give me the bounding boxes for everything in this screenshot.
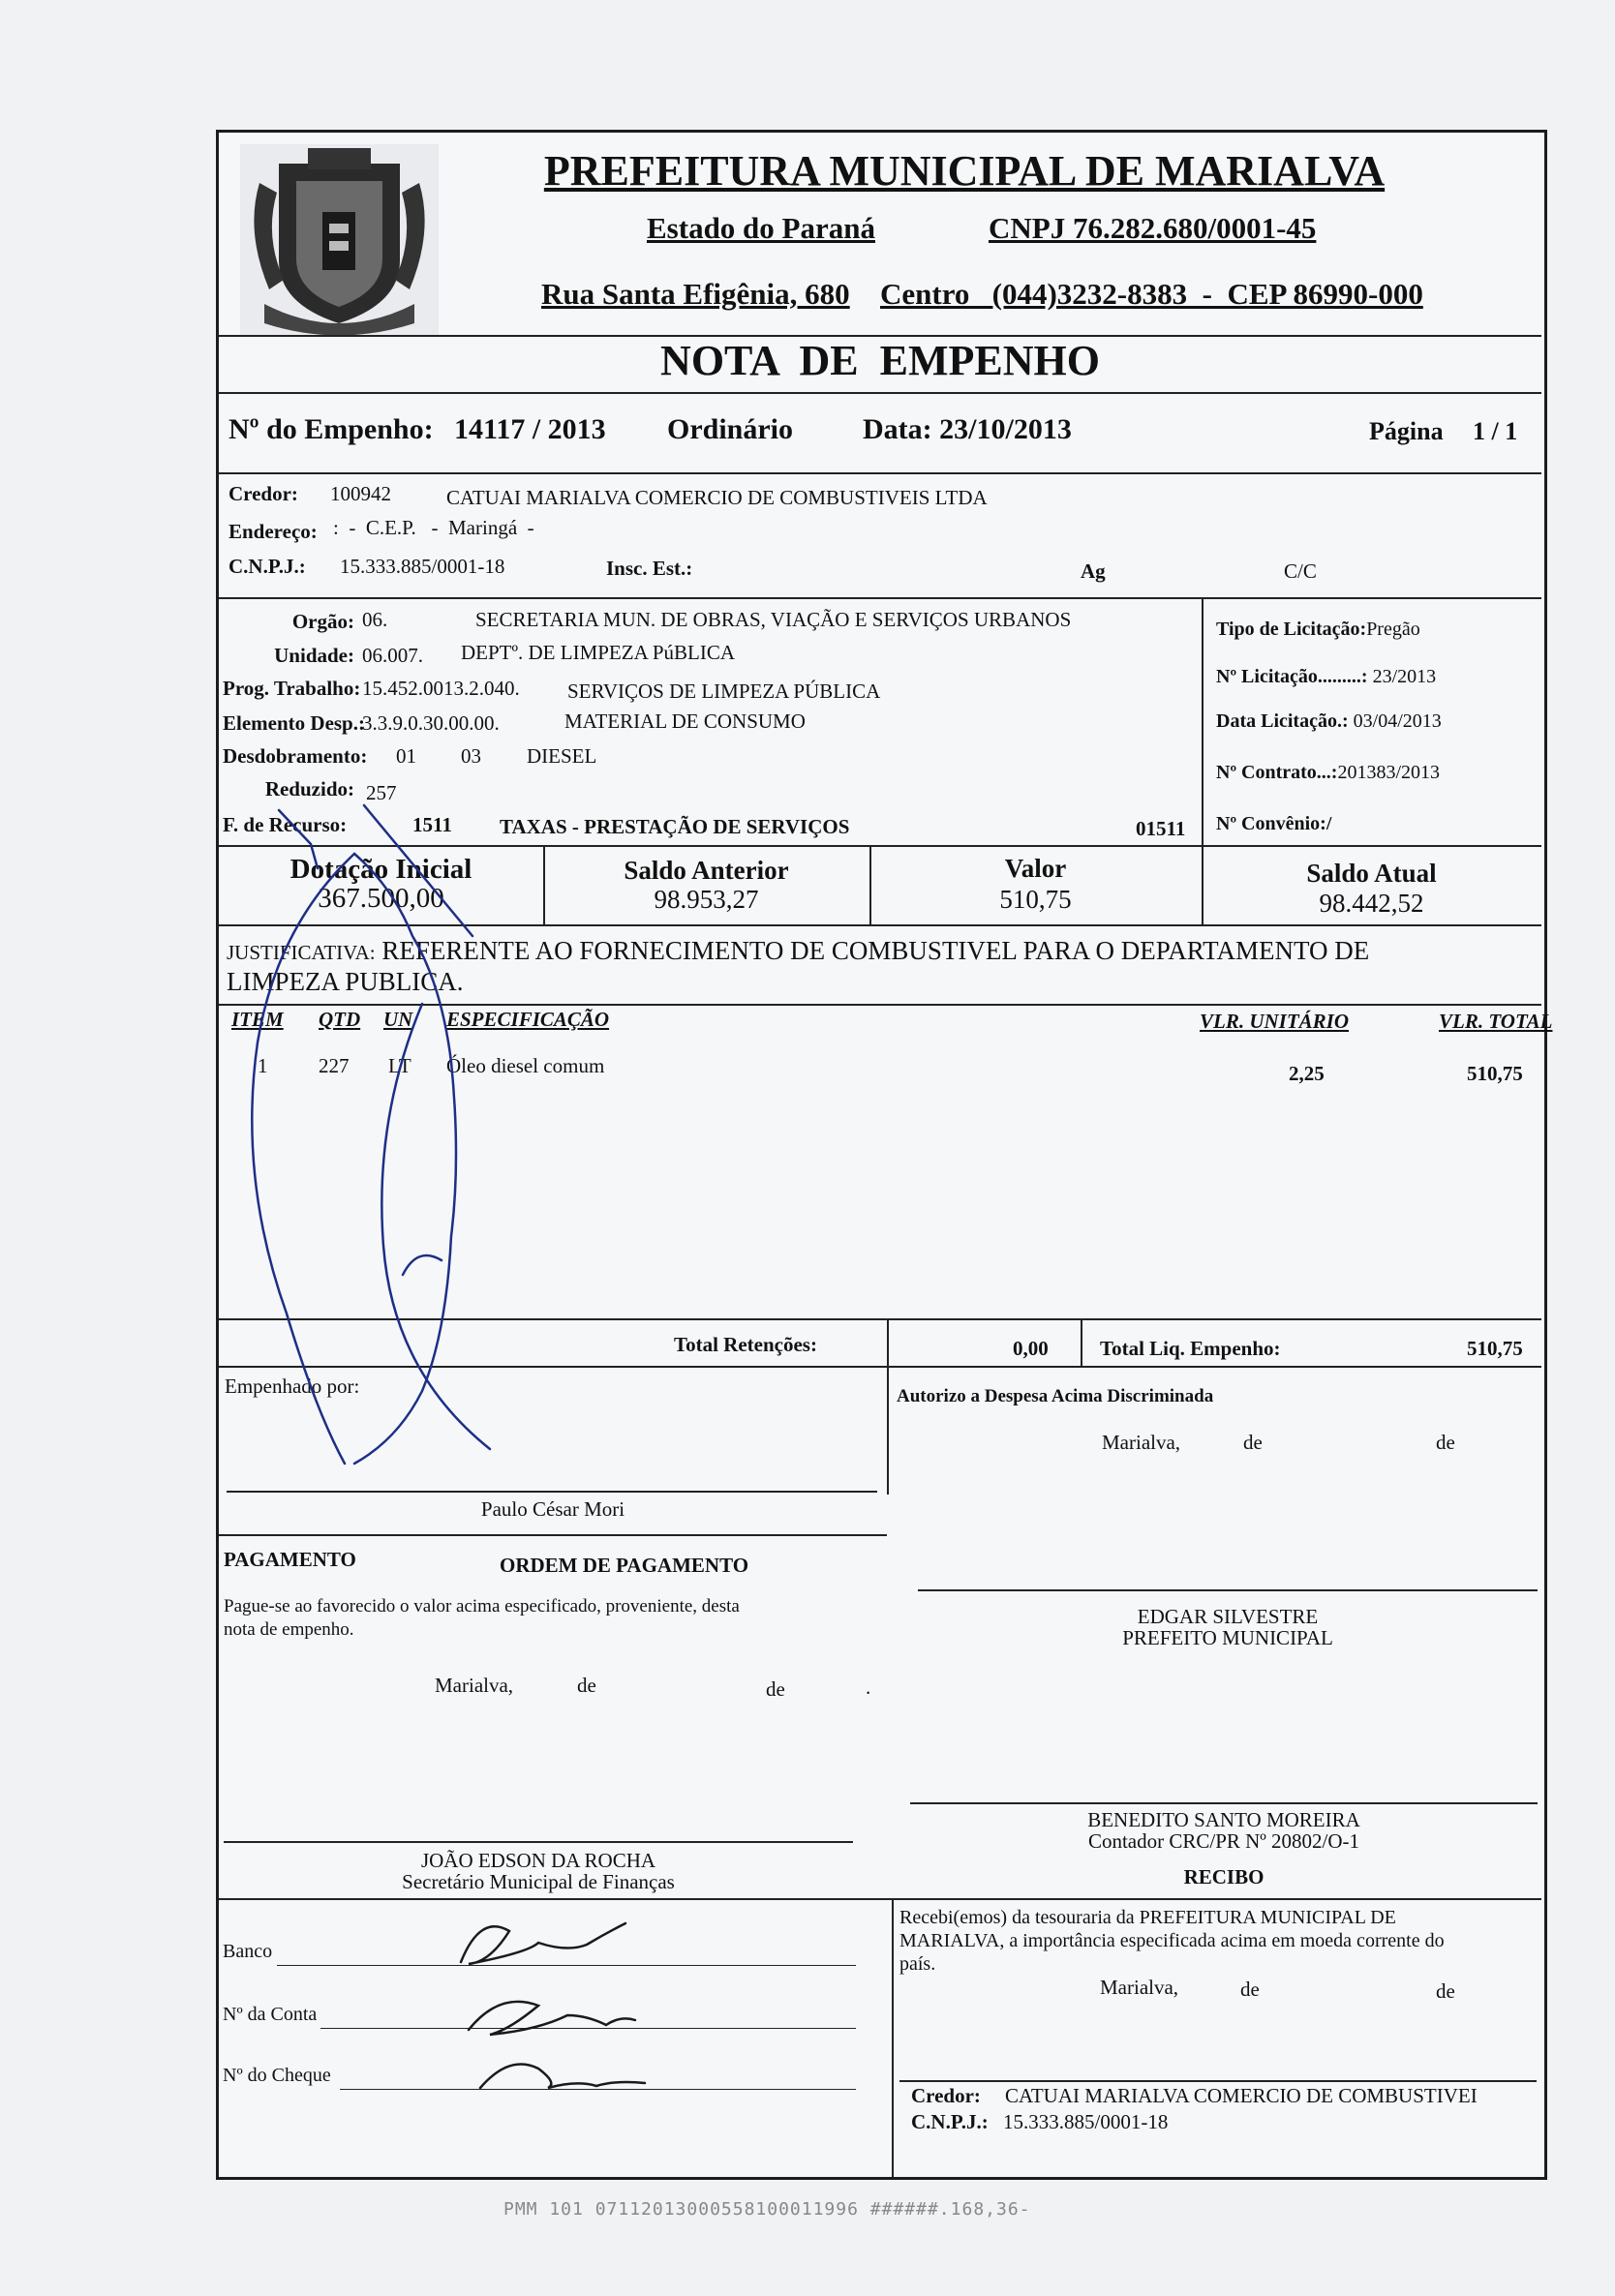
cnpj-label: C.N.P.J.: [229, 555, 306, 578]
unidade-code: 06.007. [362, 644, 423, 667]
credor-label: Credor: [229, 482, 298, 505]
ordem-pagamento-label: ORDEM DE PAGAMENTO [500, 1554, 749, 1577]
row-item: 1 [258, 1054, 268, 1077]
licitacao-data-value: 03/04/2013 [1353, 710, 1442, 732]
autorizo-label: Autorizo a Despesa Acima Discriminada [897, 1386, 1214, 1406]
elemento-name: MATERIAL DE CONSUMO [564, 710, 806, 733]
recurso-code: 1511 [412, 813, 452, 836]
justificativa-line2: LIMPEZA PUBLICA. [227, 967, 464, 996]
pagamento-de1: de [577, 1674, 596, 1697]
saldo-atual-value: 98.442,52 [1319, 889, 1424, 918]
header-contact: Centro (044)3232-8383 - CEP 86990-000 [880, 277, 1423, 311]
pagamento-label: PAGAMENTO [224, 1548, 356, 1571]
empenho-number: 14117 / 2013 [454, 413, 606, 445]
reduzido-value: 257 [366, 781, 397, 804]
licitacao-data-label: Data Licitação.: 03/04/2013 [1216, 710, 1442, 732]
recibo-title: RECIBO [1183, 1865, 1265, 1888]
empenho-type: Ordinário [667, 413, 794, 445]
conta-label: Nº da Conta [223, 2004, 318, 2025]
desdobramento-label: Desdobramento: [223, 744, 368, 768]
pagamento-de2: de [766, 1677, 785, 1701]
prog-name: SERVIÇOS DE LIMPEZA PÚBLICA [567, 680, 881, 703]
col-vlr-total: VLR. TOTAL [1439, 1010, 1553, 1033]
autorizo-de2: de [1436, 1431, 1455, 1454]
page-number: 1 / 1 [1473, 417, 1518, 445]
page-label: Página [1369, 417, 1444, 445]
municipal-crest-icon [240, 144, 439, 336]
credor-name: CATUAI MARIALVA COMERCIO DE COMBUSTIVEIS LTDA [446, 486, 988, 509]
recibo-credor: CATUAI MARIALVA COMERCIO DE COMBUSTIVEI [1005, 2084, 1478, 2107]
row-un: LT [388, 1054, 411, 1077]
saldo-anterior-value: 98.953,27 [654, 885, 759, 914]
credor-cnpj: 15.333.885/0001-18 [340, 555, 505, 578]
recurso-label: F. de Recurso: [223, 813, 348, 836]
dotacao-value: 367.500,00 [318, 883, 444, 914]
recibo-place: Marialva, [1100, 1976, 1179, 1999]
reduzido-label: Reduzido: [264, 777, 354, 801]
recurso-name: TAXAS - PRESTAÇÃO DE SERVIÇOS [500, 815, 850, 838]
desdobramento-b: 03 [461, 744, 481, 768]
desdobramento-a: 01 [396, 744, 416, 768]
orgao-code: 06. [362, 608, 388, 631]
pagamento-place: Marialva, [435, 1674, 514, 1697]
orgao-name: SECRETARIA MUN. DE OBRAS, VIAÇÃO E SERVIÇOS URBANOS [475, 608, 1072, 631]
unidade-name: DEPTº. DE LIMPEZA PúBLICA [461, 641, 736, 664]
retencoes-label: Total Retenções: [674, 1333, 817, 1356]
footer-code: PMM 101 07112013000558100011996 ######.168,36- [503, 2199, 1031, 2220]
row-vlr-unit: 2,25 [1289, 1062, 1325, 1085]
autorizo-de1: de [1243, 1431, 1263, 1454]
recibo-cnpj: 15.333.885/0001-18 [1003, 2110, 1169, 2133]
col-spec: ESPECIFICAÇÃO [446, 1008, 610, 1031]
pagamento-text2: nota de empenho. [224, 1619, 354, 1640]
pagamento-dot: . [866, 1676, 871, 1699]
contador-name: BENEDITO SANTO MOREIRA [1087, 1808, 1360, 1831]
row-vlr-total: 510,75 [1467, 1062, 1523, 1085]
valor-value: 510,75 [999, 885, 1072, 914]
header-title: PREFEITURA MUNICIPAL DE MARIALVA [543, 147, 1386, 195]
header-address: Rua Santa Efigênia, 680 [541, 277, 850, 311]
elemento-code: 3.3.9.0.30.00.00. [362, 711, 500, 735]
empenhado-label: Empenhado por: [225, 1375, 360, 1398]
header-cnpj: CNPJ 76.282.680/0001-45 [989, 211, 1317, 245]
row-qtd: 227 [319, 1054, 350, 1077]
convenio-label: Nº Convênio:/ [1216, 813, 1332, 834]
recibo-cnpj-label: C.N.P.J.: [911, 2110, 989, 2133]
cheque-label: Nº do Cheque [223, 2065, 331, 2086]
col-un: UN [383, 1008, 413, 1031]
secretario-name: JOÃO EDSON DA ROCHA [420, 1849, 656, 1872]
col-item: ITEM [231, 1008, 284, 1031]
insc-est-label: Insc. Est.: [606, 557, 693, 580]
orgao-label: Orgão: [291, 610, 354, 633]
credor-address: : - C.E.P. - Maringá - [333, 516, 534, 539]
contador-title: Contador CRC/PR Nº 20802/O-1 [1087, 1829, 1360, 1853]
account-label: C/C [1284, 559, 1317, 583]
dotacao-label: Dotação Inicial [289, 854, 472, 885]
banco-label: Banco [223, 1941, 273, 1962]
unidade-label: Unidade: [274, 644, 354, 667]
credor-code: 100942 [330, 482, 391, 505]
elemento-label: Elemento Desp.: [223, 711, 365, 735]
recibo-text2: MARIALVA, a importância especificada acima em moeda corrente do [899, 1930, 1445, 1951]
empenho-label: Nº do Empenho: [229, 413, 434, 445]
licitacao-numero-value: 23/2013 [1372, 666, 1437, 687]
contrato-label: Nº Contrato...:201383/2013 [1216, 762, 1441, 783]
justificativa-line1: JUSTIFICATIVA: REFERENTE AO FORNECIMENTO DE COMBUSTIVEL PARA O DEPARTAMENTO DE [227, 936, 1370, 965]
col-qtd: QTD [319, 1008, 361, 1031]
licitacao-tipo-label: Tipo de Licitação:Pregão [1216, 619, 1420, 640]
empenhado-signer: Paulo César Mori [480, 1497, 625, 1521]
contrato-value: 201383/2013 [1337, 762, 1441, 783]
recibo-text1: Recebi(emos) da tesouraria da PREFEITURA MUNICIPAL DE [899, 1907, 1396, 1928]
recibo-text3: país. [899, 1953, 936, 1975]
header-state: Estado do Paraná [647, 211, 875, 245]
prog-label: Prog. Trabalho: [223, 677, 361, 700]
recurso-code2: 01511 [1136, 817, 1186, 840]
prefeito-title: PREFEITO MUNICIPAL [1122, 1626, 1333, 1649]
address-label: Endereço: [229, 520, 318, 543]
retencoes-value: 0,00 [1013, 1337, 1049, 1360]
autorizo-place: Marialva, [1102, 1431, 1181, 1454]
recibo-credor-label: Credor: [911, 2084, 981, 2107]
recibo-de2: de [1436, 1979, 1455, 2003]
liq-label: Total Liq. Empenho: [1100, 1337, 1281, 1360]
licitacao-tipo-value: Pregão [1366, 619, 1420, 640]
document-title: NOTA DE EMPENHO [660, 337, 1100, 384]
saldo-anterior-label: Saldo Anterior [624, 856, 789, 885]
prog-code: 15.452.0013.2.040. [362, 677, 520, 700]
pagamento-text1: Pague-se ao favorecido o valor acima especificado, proveniente, desta [224, 1596, 740, 1616]
row-spec: Óleo diesel comum [446, 1054, 605, 1077]
prefeito-name: EDGAR SILVESTRE [1137, 1605, 1319, 1628]
nota-de-empenho-form [216, 130, 1553, 2180]
saldo-atual-label: Saldo Atual [1306, 859, 1437, 888]
desdobramento-name: DIESEL [527, 744, 597, 768]
secretario-title: Secretário Municipal de Finanças [402, 1870, 675, 1893]
recibo-de1: de [1240, 1978, 1260, 2001]
agency-label: Ag [1081, 559, 1106, 583]
justificativa-label: JUSTIFICATIVA: [227, 941, 376, 964]
valor-label: Valor [1004, 854, 1067, 883]
licitacao-numero-label: Nº Licitação.........: 23/2013 [1216, 666, 1437, 687]
col-vlr-unit: VLR. UNITÁRIO [1200, 1010, 1350, 1033]
empenho-date: Data: 23/10/2013 [863, 413, 1072, 445]
liq-value: 510,75 [1467, 1337, 1523, 1360]
